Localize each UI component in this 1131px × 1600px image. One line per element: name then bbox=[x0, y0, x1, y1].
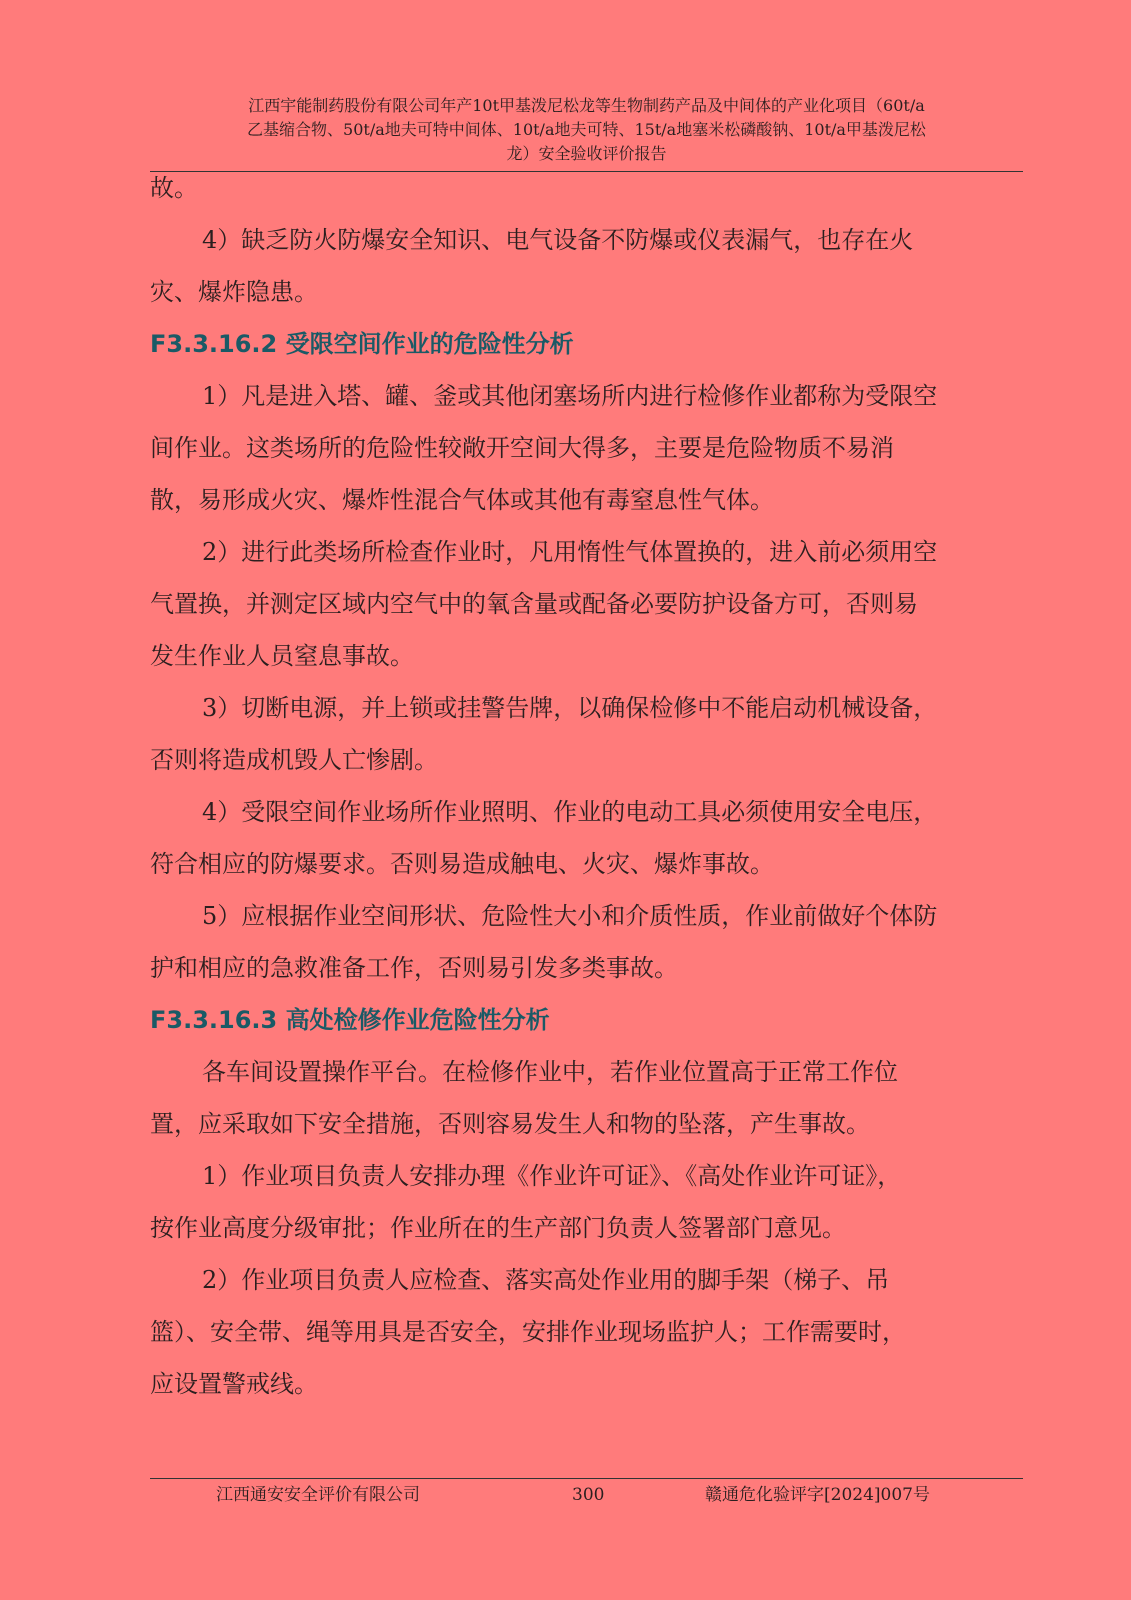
body-line: 篮）、安全带、绳等用具是否安全，安排作业现场监护人；工作需要时， bbox=[150, 1318, 906, 1346]
body-line: 故。 bbox=[150, 174, 198, 202]
body-line: 2）作业项目负责人应检查、落实高处作业用的脚手架（梯子、吊 bbox=[202, 1266, 890, 1294]
body-line: 1）作业项目负责人安排办理《作业许可证》、《高处作业许可证》， bbox=[202, 1162, 902, 1190]
body-line: 2）进行此类场所检查作业时，凡用惰性气体置换的，进入前必须用空 bbox=[202, 538, 938, 566]
page-header bbox=[150, 94, 1023, 166]
body-line: 按作业高度分级审批；作业所在的生产部门负责人签署部门意见。 bbox=[150, 1214, 846, 1242]
header-line-3: 龙）安全验收评价报告 bbox=[506, 144, 667, 163]
section-heading-3-3-16-3: F3.3.16.3 高处检修作业危险性分析 bbox=[150, 1006, 550, 1034]
body-line: 1）凡是进入塔、罐、釜或其他闭塞场所内进行检修作业都称为受限空 bbox=[202, 382, 938, 410]
footer-company: 江西通安安全评价有限公司 bbox=[216, 1485, 420, 1505]
page-number: 300 bbox=[572, 1485, 605, 1505]
body-line: 护和相应的急救准备工作，否则易引发多类事故。 bbox=[150, 954, 678, 982]
body-line: 灾、爆炸隐患。 bbox=[150, 278, 318, 306]
body-line: 应设置警戒线。 bbox=[150, 1370, 318, 1398]
body-line: 3）切断电源，并上锁或挂警告牌，以确保检修中不能启动机械设备， bbox=[202, 694, 938, 722]
body-line: 发生作业人员窒息事故。 bbox=[150, 642, 414, 670]
body-line: 散，易形成火灾、爆炸性混合气体或其他有毒窒息性气体。 bbox=[150, 486, 774, 514]
body-line: 符合相应的防爆要求。否则易造成触电、火灾、爆炸事故。 bbox=[150, 850, 774, 878]
body-line: 间作业。这类场所的危险性较敞开空间大得多，主要是危险物质不易消 bbox=[150, 434, 894, 462]
body-line: 4）受限空间作业场所作业照明、作业的电动工具必须使用安全电压， bbox=[202, 798, 938, 826]
body-line: 气置换，并测定区域内空气中的氧含量或配备必要防护设备方可，否则易 bbox=[150, 590, 918, 618]
body-line: 5）应根据作业空间形状、危险性大小和介质性质，作业前做好个体防 bbox=[202, 902, 938, 930]
header-divider bbox=[150, 171, 1023, 172]
body-line: 置，应采取如下安全措施，否则容易发生人和物的坠落，产生事故。 bbox=[150, 1110, 870, 1138]
body-line: 各车间设置操作平台。在检修作业中，若作业位置高于正常工作位 bbox=[202, 1058, 898, 1086]
header-line-2: 乙基缩合物、50t/a地夫可特中间体、10t/a地夫可特、15t/a地塞米松磷酸钠、10t/a甲基泼尼松 bbox=[247, 120, 926, 139]
footer-divider bbox=[150, 1478, 1023, 1479]
footer-doc-number: 赣通危化验评字[2024]007号 bbox=[705, 1485, 930, 1505]
section-heading-3-3-16-2: F3.3.16.2 受限空间作业的危险性分析 bbox=[150, 330, 574, 358]
body-line: 4）缺乏防火防爆安全知识、电气设备不防爆或仪表漏气，也存在火 bbox=[202, 226, 914, 254]
body-line: 否则将造成机毁人亡惨剧。 bbox=[150, 746, 438, 774]
header-line-1: 江西宇能制药股份有限公司年产10t甲基泼尼松龙等生物制药产品及中间体的产业化项目（60t/a bbox=[248, 96, 925, 115]
